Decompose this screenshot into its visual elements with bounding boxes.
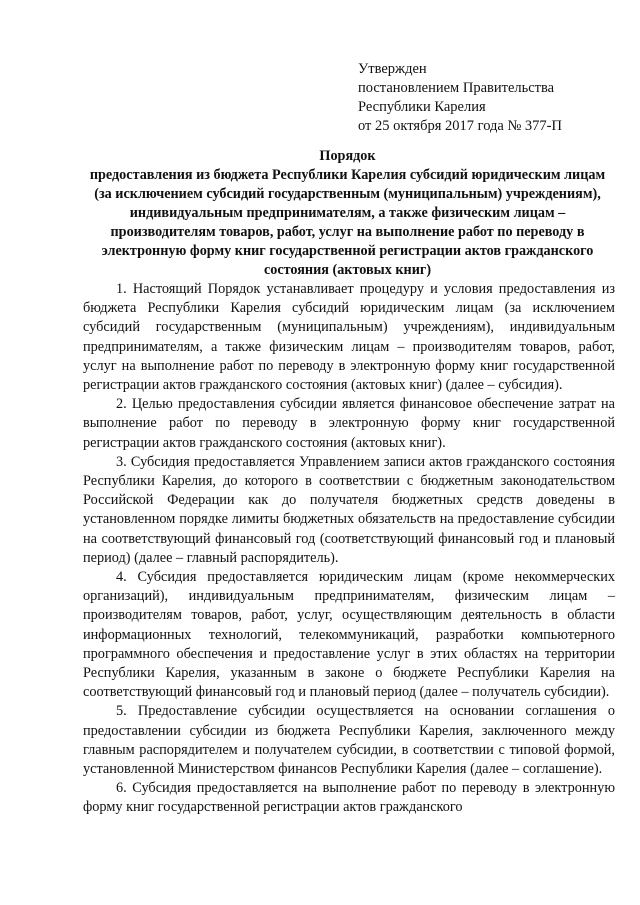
approval-line-resolution: постановлением Правительства [358,80,555,96]
paragraph-2: 2. Целью предоставления субсидии является финансовое обеспечение затрат на выполнение работ по переводу в электронную форму книг государственной регистрации актов гражданского состояния (актовых книг). [83,396,615,451]
title-subtitle: предоставления из бюджета Республики Карелия субсидий юридическим лицам (за исключением субсидий государственным (муниципальным) учреждениям), индивидуальным предпринимателям, а также физическим лицам – производителям товаров, работ, услуг на выполнение работ по переводу в электронную форму книг государственной регистрации актов гражданского состояния (актовых книг) [89,167,606,278]
approval-line-republic: Республики Карелия [358,99,486,115]
document-body [83,280,615,818]
paragraph-5: 5. Предоставление субсидии осуществляется на основании соглашения о предоставлении субсидии из бюджета Республики Карелия, заключенного между главным распорядителем и получателем субсидии, в соответствии с типовой формой, установленной Министерством финансов Республики Карелия (далее – соглашение). [83,703,615,778]
approval-line-approved: Утвержден [358,61,427,77]
paragraph-3: 3. Субсидия предоставляется Управлением записи актов гражданского состояния Республики Карелия, до которого в соответствии с бюджетным законодательством Российской Федерации как до получателя бюджетных средств доведены в установленном порядке лимиты бюджетных обязательств на предоставление субсидии на соответствующий финансовый год (соответствующий финансовый год и плановый период) (далее – главный распорядитель). [83,453,615,566]
paragraph-1: 1. Настоящий Порядок устанавливает процедуру и условия предоставления из бюджета Республики Карелия субсидий юридическим лицам (за исключением субсидий государственным (муниципальным) учреждениям), индивидуальным предпринимателям, а также физическим лицам – производителям товаров, работ, услуг на выполнение работ по переводу в электронную форму книг государственной регистрации актов гражданского состояния (актовых книг) (далее – субсидия). [83,281,615,394]
paragraph-4: 4. Субсидия предоставляется юридическим лицам (кроме некоммерческих организаций), индивидуальным предпринимателям, физическим лицам – производителям товаров, работ, услуг, осуществляющим деятельность в области информационных технологий, телекоммуникаций, разработки компьютерного программного обеспечения и предоставление услуг в этих областях на территории Республики Карелия, указанным в законе о бюджете Республики Карелия на соответствующий финансовый год и плановый период (далее – получатель субсидии). [83,569,615,701]
approval-stamp [358,60,562,136]
document-title [80,147,615,280]
title-heading: Порядок [319,148,376,164]
paragraph-6: 6. Субсидия предоставляется на выполнение работ по переводу в электронную форму книг государственной регистрации актов гражданского [83,780,615,816]
approval-line-date-number: от 25 октября 2017 года № 377-П [358,118,562,134]
